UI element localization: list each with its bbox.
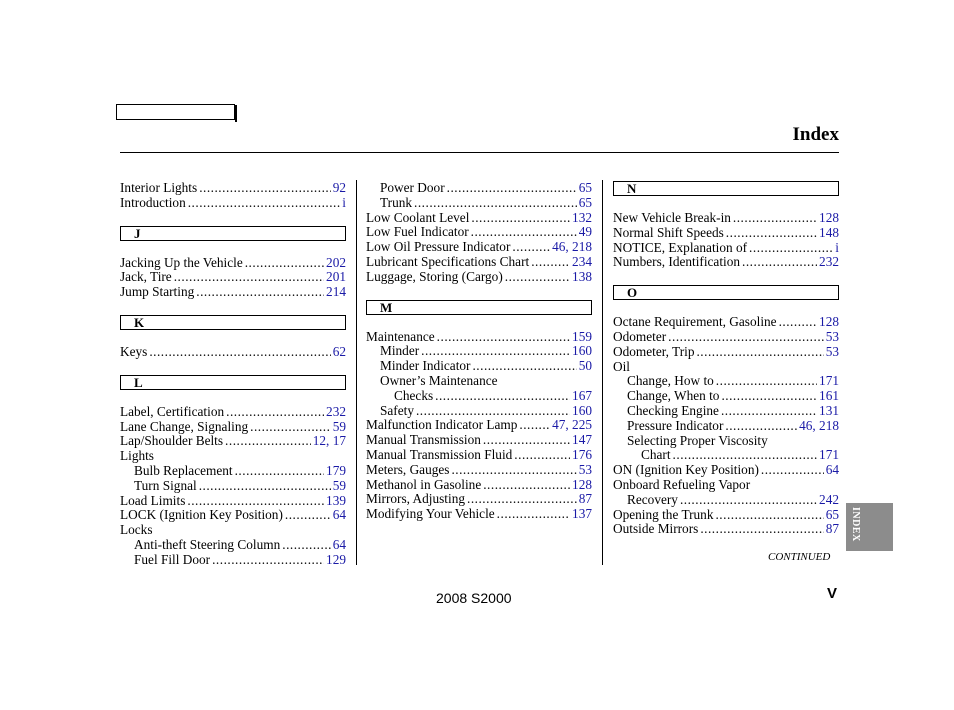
index-entry-text: Label, Certification	[120, 403, 225, 419]
index-entry-text: Malfunction Indicator Lamp	[366, 417, 518, 433]
page-link[interactable]: 65	[578, 194, 592, 210]
dot-leader	[472, 359, 576, 374]
page-link[interactable]: 50	[578, 358, 592, 374]
page-link[interactable]: 65	[825, 506, 839, 522]
page-link[interactable]: 47, 225	[552, 417, 592, 433]
index-entry	[120, 285, 346, 300]
dot-leader	[187, 494, 324, 509]
index-entry-text: Luggage, Storing (Cargo)	[366, 268, 503, 284]
index-entry-text: Keys	[120, 343, 148, 359]
page-link[interactable]: 65	[578, 180, 592, 195]
dot-leader	[716, 374, 817, 389]
index-entry	[120, 494, 346, 509]
page-link[interactable]: 161	[819, 388, 839, 404]
index-entry	[366, 344, 592, 359]
index-entry	[366, 240, 592, 255]
index-group-label: Selecting Proper Viscosity	[627, 432, 768, 448]
index-column-2	[366, 181, 592, 522]
column-divider	[602, 180, 603, 565]
index-entry	[613, 463, 839, 478]
index-entry	[366, 404, 592, 419]
index-entry	[120, 270, 346, 285]
page-link[interactable]: 128	[819, 210, 839, 225]
page-link[interactable]: 234	[572, 253, 592, 269]
index-column-3	[613, 181, 839, 537]
index-entry-text: New Vehicle Break-in	[613, 210, 731, 225]
index-entry-text: Introduction	[120, 194, 186, 210]
index-entry	[613, 345, 839, 360]
index-entry-text: Lap/Shoulder Belts	[120, 433, 224, 449]
index-entry	[120, 181, 346, 196]
index-entry	[613, 404, 839, 419]
dot-leader	[235, 464, 324, 479]
page-link[interactable]: 64	[332, 507, 346, 523]
index-entry	[613, 315, 839, 330]
dot-leader	[514, 448, 570, 463]
index-entry-text: LOCK (Ignition Key Position)	[120, 507, 283, 523]
index-entry-text: Safety	[380, 402, 414, 418]
index-entry-text: Manual Transmission Fluid	[366, 446, 513, 462]
page-link[interactable]: 179	[326, 462, 346, 478]
page-link[interactable]: 132	[572, 209, 592, 225]
dot-leader	[761, 463, 824, 478]
index-entry-text: Turn Signal	[134, 477, 197, 493]
page-link[interactable]: 12, 17	[312, 433, 346, 449]
page-link[interactable]: 128	[819, 314, 839, 330]
index-entry-text: Power Door	[380, 180, 445, 195]
page-link[interactable]: 139	[326, 492, 346, 508]
dot-leader	[779, 315, 817, 330]
index-entry	[366, 448, 592, 463]
index-entry	[120, 538, 346, 553]
header-rule	[120, 152, 839, 153]
page-link[interactable]: 129	[326, 551, 346, 567]
dot-leader	[668, 330, 824, 345]
index-entry	[366, 433, 592, 448]
page-link[interactable]: i	[342, 194, 346, 210]
index-entry-text: Chart	[641, 447, 671, 463]
page-link[interactable]: i	[835, 239, 839, 255]
index-entry-text: Odometer, Trip	[613, 343, 695, 359]
index-entry	[613, 448, 839, 463]
page-link[interactable]: 53	[825, 343, 839, 359]
page-link[interactable]: 46, 218	[552, 239, 592, 255]
index-entry	[613, 508, 839, 523]
index-entry	[613, 419, 839, 434]
page-link[interactable]: 160	[572, 402, 592, 418]
index-entry-text: Recovery	[627, 491, 678, 507]
index-entry-text: Numbers, Identification	[613, 254, 741, 270]
index-entry-text: Lubricant Specifications Chart	[366, 253, 530, 269]
index-entry-text: Manual Transmission	[366, 432, 481, 448]
page-link[interactable]: 64	[825, 462, 839, 478]
dot-leader	[721, 389, 817, 404]
page-link[interactable]: 53	[825, 328, 839, 344]
page-title: Index	[792, 124, 839, 145]
dot-leader	[282, 538, 330, 553]
dot-leader	[416, 404, 570, 419]
index-entry	[366, 463, 592, 478]
dot-leader	[435, 389, 570, 404]
dot-leader	[497, 507, 570, 522]
page-link[interactable]: 201	[326, 269, 346, 285]
dot-leader	[725, 419, 797, 434]
index-entry-text: Normal Shift Speeds	[613, 224, 724, 240]
dot-leader	[212, 553, 324, 568]
dot-leader	[471, 225, 577, 240]
index-entry-text: Odometer	[613, 328, 667, 344]
index-entry-text: Fuel Fill Door	[134, 551, 211, 567]
dot-leader	[505, 270, 570, 285]
index-entry	[366, 270, 592, 285]
dot-leader	[250, 420, 331, 435]
dot-leader	[199, 181, 331, 196]
index-entry	[613, 493, 839, 508]
index-entry	[120, 420, 346, 435]
section-letter-header: J	[120, 226, 346, 241]
footer-model: 2008 S2000	[436, 590, 512, 606]
index-entry	[120, 464, 346, 479]
index-entry	[366, 181, 592, 196]
dot-leader	[414, 196, 577, 211]
index-entry-text: Load Limits	[120, 492, 186, 508]
index-group-label: Owner’s Maintenance	[380, 372, 498, 388]
dot-leader	[512, 240, 550, 255]
index-entry-text: Minder	[380, 343, 420, 359]
page-link[interactable]: 148	[819, 224, 839, 240]
index-entry-text: Change, When to	[627, 388, 720, 404]
dot-leader	[437, 330, 570, 345]
dot-leader	[696, 345, 823, 360]
page-link[interactable]: 92	[332, 180, 346, 195]
index-entry-text: Methanol in Gasoline	[366, 476, 482, 492]
page-link[interactable]: 232	[819, 254, 839, 270]
section-letter-header: N	[613, 181, 839, 196]
index-entry-text: Mirrors, Adjusting	[366, 491, 465, 507]
index-entry-text: Anti-theft Steering Column	[134, 536, 281, 552]
index-entry	[120, 256, 346, 271]
index-entry	[366, 196, 592, 211]
dot-leader	[226, 405, 324, 420]
index-entry-text: Jack, Tire	[120, 269, 172, 285]
dot-leader	[733, 211, 817, 226]
dot-leader	[673, 448, 818, 463]
dot-leader	[285, 508, 331, 523]
page-link[interactable]: 137	[572, 506, 592, 522]
dot-leader	[721, 404, 817, 419]
index-entry	[120, 405, 346, 420]
dot-leader	[531, 255, 570, 270]
index-entry-text: Checking Engine	[627, 402, 719, 418]
page-link[interactable]: 171	[819, 447, 839, 463]
continued-label: CONTINUED	[768, 551, 831, 563]
page-link[interactable]: 46, 218	[799, 417, 839, 433]
dot-leader	[174, 270, 324, 285]
page-link[interactable]: 49	[578, 224, 592, 240]
page-link[interactable]: 59	[332, 477, 346, 493]
dot-leader	[483, 433, 570, 448]
index-entry	[120, 196, 346, 211]
dot-leader	[225, 434, 311, 449]
index-entry	[366, 330, 592, 345]
index-entry	[366, 359, 592, 374]
index-entry	[120, 434, 346, 449]
index-group-label: Locks	[120, 522, 153, 538]
index-entry	[120, 553, 346, 568]
dot-leader	[451, 463, 576, 478]
index-entry	[613, 226, 839, 241]
page-link[interactable]: 59	[332, 418, 346, 434]
index-entry-text: Jacking Up the Vehicle	[120, 254, 243, 270]
page-link[interactable]: 214	[326, 284, 346, 300]
dot-leader	[188, 196, 341, 211]
dot-leader	[700, 522, 823, 537]
index-column-1	[120, 181, 346, 568]
index-entry-text: NOTICE, Explanation of	[613, 239, 748, 255]
index-entry-text: ON (Ignition Key Position)	[613, 462, 759, 478]
index-entry	[366, 225, 592, 240]
page-number: V	[827, 585, 838, 602]
dot-leader	[749, 241, 833, 256]
dot-leader	[726, 226, 817, 241]
dot-leader	[519, 418, 550, 433]
index-entry-text: Low Fuel Indicator	[366, 224, 469, 240]
index-entry	[366, 211, 592, 226]
index-entry-text: Trunk	[380, 194, 413, 210]
page-link[interactable]: 128	[572, 476, 592, 492]
header-box	[116, 104, 235, 120]
dot-leader	[421, 344, 570, 359]
index-entry-text: Pressure Indicator	[627, 417, 724, 433]
page-link[interactable]: 87	[825, 521, 839, 537]
page-link[interactable]: 176	[572, 446, 592, 462]
section-letter-header: K	[120, 315, 346, 330]
page-link[interactable]: 171	[819, 373, 839, 389]
index-entry	[120, 508, 346, 523]
page-link[interactable]: 53	[578, 461, 592, 477]
page-link[interactable]: 138	[572, 268, 592, 284]
dot-leader	[715, 508, 823, 523]
dot-leader	[680, 493, 817, 508]
index-entry	[613, 330, 839, 345]
index-entry	[613, 255, 839, 270]
page-link[interactable]: 202	[326, 254, 346, 270]
section-letter-header: M	[366, 300, 592, 315]
column-divider	[356, 180, 357, 565]
index-entry-text: Low Oil Pressure Indicator	[366, 239, 511, 255]
index-entry	[613, 522, 839, 537]
page-link[interactable]: 87	[578, 491, 592, 507]
index-entry	[366, 389, 592, 404]
dot-leader	[483, 478, 570, 493]
index-entry-text: Jump Starting	[120, 284, 195, 300]
index-entry-text: Maintenance	[366, 328, 435, 344]
page-link[interactable]: 159	[572, 328, 592, 344]
page-link[interactable]: 167	[572, 387, 592, 403]
index-entry	[613, 241, 839, 256]
page-link[interactable]: 242	[819, 491, 839, 507]
index-entry-text: Minder Indicator	[380, 358, 471, 374]
dot-leader	[199, 479, 331, 494]
dot-leader	[149, 345, 330, 360]
page-link[interactable]: 160	[572, 343, 592, 359]
index-entry	[366, 478, 592, 493]
index-group-label: Oil	[613, 358, 630, 374]
page-link[interactable]: 62	[332, 343, 346, 359]
dot-leader	[742, 255, 817, 270]
page-link[interactable]: 232	[326, 403, 346, 419]
dot-leader	[196, 285, 324, 300]
index-entry-text: Lane Change, Signaling	[120, 418, 249, 434]
index-entry	[120, 345, 346, 360]
index-entry	[366, 418, 592, 433]
index-entry-text: Checks	[394, 387, 434, 403]
dot-leader	[471, 211, 570, 226]
index-entry-text: Meters, Gauges	[366, 461, 450, 477]
index-entry	[613, 374, 839, 389]
index-tab[interactable]	[846, 503, 893, 551]
page-link[interactable]: 147	[572, 432, 592, 448]
index-entry-text: Modifying Your Vehicle	[366, 506, 495, 522]
dot-leader	[467, 492, 577, 507]
index-entry-text: Low Coolant Level	[366, 209, 470, 225]
dot-leader	[245, 256, 324, 271]
index-entry	[366, 255, 592, 270]
index-group-label: Lights	[120, 448, 154, 464]
index-tab-label: INDEX	[850, 507, 861, 542]
index-entry-text: Octane Requirement, Gasoline	[613, 314, 777, 330]
page-link[interactable]: 64	[332, 536, 346, 552]
index-entry	[366, 492, 592, 507]
dot-leader	[447, 181, 577, 196]
index-entry	[613, 389, 839, 404]
section-letter-header: O	[613, 285, 839, 300]
section-letter-header: L	[120, 375, 346, 390]
index-entry-text: Change, How to	[627, 373, 714, 389]
index-entry-text: Opening the Trunk	[613, 506, 714, 522]
index-entry-text: Bulb Replacement	[134, 462, 233, 478]
index-group-label: Onboard Refueling Vapor	[613, 476, 751, 492]
index-entry	[120, 479, 346, 494]
index-entry-text: Outside Mirrors	[613, 521, 699, 537]
index-entry	[366, 507, 592, 522]
index-entry	[613, 211, 839, 226]
page-link[interactable]: 131	[819, 402, 839, 418]
index-entry-text: Interior Lights	[120, 180, 198, 195]
